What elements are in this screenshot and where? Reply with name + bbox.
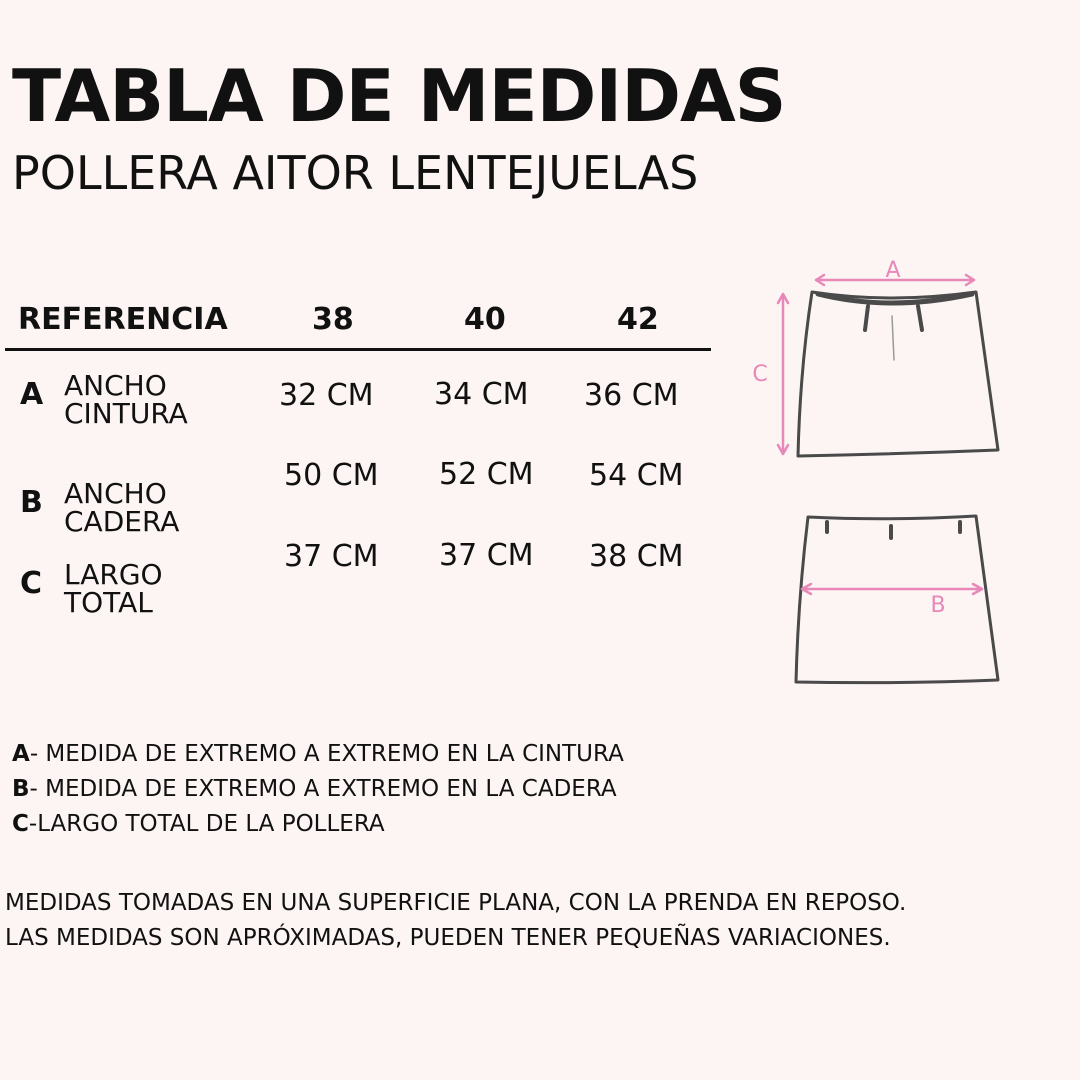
- row-b-value-42: 54 CM: [589, 458, 684, 493]
- legend-a-text: - MEDIDA DE EXTREMO A EXTREMO EN LA CINTURA: [29, 741, 624, 767]
- row-c-letter: C: [20, 566, 43, 601]
- row-a-label-line2: CINTURA: [64, 397, 188, 430]
- row-a-value-42: 36 CM: [584, 378, 679, 413]
- label-b: B: [930, 593, 946, 618]
- page-title: TABLA DE MEDIDAS: [12, 54, 786, 138]
- legend-b-key: B: [12, 776, 30, 802]
- row-a-letter: A: [20, 377, 44, 412]
- legend-a: [12, 739, 624, 769]
- note-line-1: MEDIDAS TOMADAS EN UNA SUPERFICIE PLANA, CON LA PRENDA EN REPOSO.: [5, 890, 907, 916]
- header-size-40: 40: [464, 302, 506, 337]
- note-line-2: LAS MEDIDAS SON APRÓXIMADAS, PUEDEN TENER PEQUEÑAS VARIACIONES.: [5, 925, 891, 951]
- header-referencia: REFERENCIA: [18, 302, 228, 337]
- arrow-b: [802, 584, 982, 594]
- skirt-top-center-seam: [892, 316, 894, 360]
- legend-c-text: -LARGO TOTAL DE LA POLLERA: [28, 811, 385, 837]
- legend-a-key: A: [12, 741, 30, 767]
- row-c-value-42: 38 CM: [589, 539, 684, 574]
- row-b-label-line2: CADERA: [64, 505, 180, 538]
- row-c-value-40: 37 CM: [439, 538, 534, 573]
- arrow-c: [778, 294, 788, 454]
- row-a-value-38: 32 CM: [279, 378, 374, 413]
- skirt-bottom-outline: [796, 516, 998, 683]
- row-c-value-38: 37 CM: [284, 539, 379, 574]
- row-c-label-line1: LARGO: [64, 558, 163, 591]
- skirt-top-outline: [798, 292, 998, 456]
- page-subtitle: POLLERA AITOR LENTEJUELAS: [12, 146, 699, 200]
- header-size-42: 42: [617, 302, 659, 337]
- skirt-top-loop-left: [865, 306, 868, 330]
- skirt-diagram-top: [740, 250, 1020, 470]
- label-c: C: [752, 362, 768, 387]
- header-size-38: 38: [312, 302, 354, 337]
- row-a-value-40: 34 CM: [434, 377, 529, 412]
- legend-b: [12, 774, 617, 804]
- row-c-label-line2: TOTAL: [64, 586, 153, 619]
- header-divider: [5, 348, 711, 351]
- row-b-label-line1: ANCHO: [64, 477, 167, 510]
- row-b-value-38: 50 CM: [284, 458, 379, 493]
- legend-b-text: - MEDIDA DE EXTREMO A EXTREMO EN LA CADERA: [29, 776, 617, 802]
- legend-c-key: C: [12, 811, 29, 837]
- row-a-label-line1: ANCHO: [64, 369, 167, 402]
- skirt-top-loop-right: [918, 306, 922, 330]
- row-b-letter: B: [20, 485, 43, 520]
- legend-c: [12, 809, 385, 839]
- skirt-diagram-bottom: [740, 500, 1020, 700]
- row-b-value-40: 52 CM: [439, 457, 534, 492]
- label-a: A: [885, 258, 901, 283]
